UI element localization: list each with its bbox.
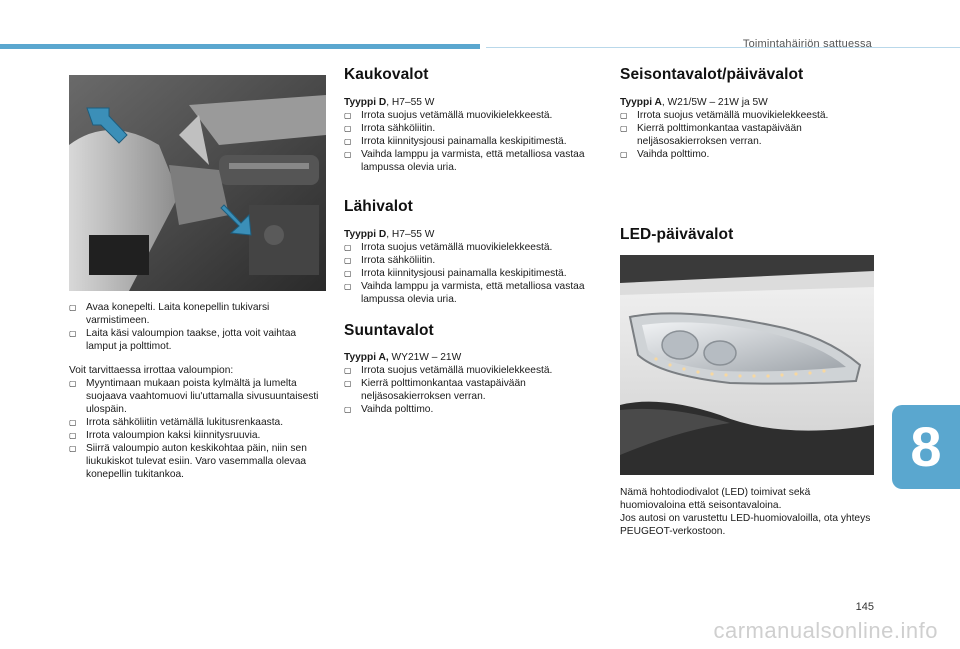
bullet-icon: ▢ xyxy=(344,379,352,388)
seisontavalot-section xyxy=(620,96,875,161)
list-item xyxy=(69,301,326,327)
page-number: 145 xyxy=(855,601,874,613)
led-paragraph-1: Nämä hohtodiodivalot (LED) toimivat sekä huomiovaloina että seisontavaloina. xyxy=(620,487,811,511)
bullet-text: Myyntimaan mukaan poista kylmältä ja lumelta suojaava vaahtomuovi liu'uttamalla sivusuuntaisesti ulospäin. xyxy=(86,378,319,415)
bullet-icon: ▢ xyxy=(69,329,77,338)
bullet-icon: ▢ xyxy=(344,124,352,133)
bullet-icon: ▢ xyxy=(69,379,77,388)
bullet-text: Laita käsi valoumpion taakse, jotta voit vaihtaa lamput ja polttimot. xyxy=(86,328,297,352)
bullet-text: Siirrä valoumpio auton keskikohtaa päin, niin sen liukukiskot tulevat esiin. Varo vasemmalla olevaa konepellin tukitankoa. xyxy=(86,443,307,480)
bullet-icon: ▢ xyxy=(344,111,352,120)
bullet-text: Irrota valoumpion kaksi kiinnitysruuvia. xyxy=(86,430,261,441)
bulb-type-label: Tyyppi D xyxy=(344,97,387,108)
bullet-icon: ▢ xyxy=(344,137,352,146)
bulb-type-value: , H7–55 W xyxy=(386,229,435,240)
bullet-text: Irrota suojus vetämällä muovikielekkeestä. xyxy=(637,110,829,121)
list-item xyxy=(69,377,326,416)
list-item xyxy=(69,442,326,481)
bullet-icon: ▢ xyxy=(344,150,352,159)
bullet-icon: ▢ xyxy=(69,444,77,453)
heading-lahivalot: Lähivalot xyxy=(344,198,413,215)
bullet-icon: ▢ xyxy=(69,418,77,427)
list-item xyxy=(344,122,594,135)
bullet-icon: ▢ xyxy=(620,150,628,159)
bullet-text: Irrota sähköliitin. xyxy=(361,255,436,266)
list-item xyxy=(344,241,594,254)
bulb-type xyxy=(344,96,594,109)
list-item xyxy=(344,148,594,174)
bulb-type xyxy=(344,351,594,364)
bullet-text: Vaihda lamppu ja varmista, että metalliosa vastaa lampussa olevia uria. xyxy=(361,281,585,305)
suuntavalot-section xyxy=(344,351,594,416)
bullet-text: Kierrä polttimonkantaa vastapäivään neljäsosakierroksen verran. xyxy=(637,123,802,147)
bullet-icon: ▢ xyxy=(69,431,77,440)
bulb-type-label: Tyyppi A xyxy=(620,97,662,108)
list-item xyxy=(69,416,326,429)
bullet-text: Avaa konepelti. Laita konepellin tukivarsi varmistimeen. xyxy=(86,302,270,326)
list-item xyxy=(69,327,326,353)
heading-led: LED-päivävalot xyxy=(620,226,734,243)
list-item xyxy=(620,109,875,122)
bullet-text: Irrota sähköliitin vetämällä lukitusrenkaasta. xyxy=(86,417,284,428)
bulb-type xyxy=(344,228,594,241)
header-rule xyxy=(486,47,960,48)
list-item xyxy=(344,267,594,280)
bullet-text: Vaihda polttimo. xyxy=(637,149,710,160)
bullet-icon: ▢ xyxy=(620,124,628,133)
bullet-icon: ▢ xyxy=(344,282,352,291)
list-item xyxy=(344,135,594,148)
list-item xyxy=(344,377,594,403)
bullet-text: Vaihda lamppu ja varmista, että metalliosa vastaa lampussa olevia uria. xyxy=(361,149,585,173)
bullet-text: Kierrä polttimonkantaa vastapäivään neljäsosakierroksen verran. xyxy=(361,378,526,402)
list-item xyxy=(69,429,326,442)
bullet-text: Irrota kiinnitysjousi painamalla keskipitimestä. xyxy=(361,136,567,147)
bullet-text: Irrota kiinnitysjousi painamalla keskipitimestä. xyxy=(361,268,567,279)
bulb-type xyxy=(620,96,875,109)
heading-kaukovalot: Kaukovalot xyxy=(344,66,429,83)
list-item xyxy=(620,122,875,148)
bullet-text: Irrota suojus vetämällä muovikielekkeestä. xyxy=(361,365,553,376)
list-item xyxy=(344,280,594,306)
bulb-type-value: , W21/5W – 21W ja 5W xyxy=(661,97,768,108)
bullet-icon: ▢ xyxy=(344,243,352,252)
list-item xyxy=(344,254,594,267)
bulb-type-value: WY21W – 21W xyxy=(388,352,462,363)
lahivalot-section xyxy=(344,228,594,306)
led-paragraph-2: Jos autosi on varustettu LED-huomiovaloilla, ota yhteys PEUGEOT-verkostoon. xyxy=(620,513,871,537)
heading-suuntavalot: Suuntavalot xyxy=(344,322,434,339)
bullet-icon: ▢ xyxy=(344,405,352,414)
intro-text: Voit tarvittaessa irrottaa valoumpion: xyxy=(69,365,234,376)
section-title: Toimintahäiriön sattuessa xyxy=(742,38,872,50)
led-section xyxy=(620,486,875,538)
list-item xyxy=(344,364,594,377)
bullet-icon: ▢ xyxy=(69,303,77,312)
chapter-tab xyxy=(892,405,960,489)
chapter-number: 8 xyxy=(910,415,942,478)
left-column xyxy=(69,301,326,481)
bullet-text: Vaihda polttimo. xyxy=(361,404,434,415)
list-item xyxy=(620,148,875,161)
bullet-text: Irrota suojus vetämällä muovikielekkeestä. xyxy=(361,242,553,253)
watermark: carmanualsonline.info xyxy=(713,618,938,643)
heading-seisontavalot: Seisontavalot/päivävalot xyxy=(620,66,804,83)
led-headlight-photo xyxy=(620,255,874,475)
bulb-type-value: , H7–55 W xyxy=(386,97,435,108)
engine-bay-photo xyxy=(69,75,326,291)
kaukovalot-section xyxy=(344,96,594,174)
bulb-type-label: Tyyppi A, xyxy=(344,352,389,363)
bullet-icon: ▢ xyxy=(344,256,352,265)
bullet-text: Irrota suojus vetämällä muovikielekkeestä. xyxy=(361,110,553,121)
list-item xyxy=(344,403,594,416)
header-accent-bar xyxy=(0,44,480,49)
bullet-icon: ▢ xyxy=(344,269,352,278)
bulb-type-label: Tyyppi D xyxy=(344,229,387,240)
bullet-text: Irrota sähköliitin. xyxy=(361,123,436,134)
bullet-icon: ▢ xyxy=(344,366,352,375)
list-item xyxy=(344,109,594,122)
bullet-icon: ▢ xyxy=(620,111,628,120)
